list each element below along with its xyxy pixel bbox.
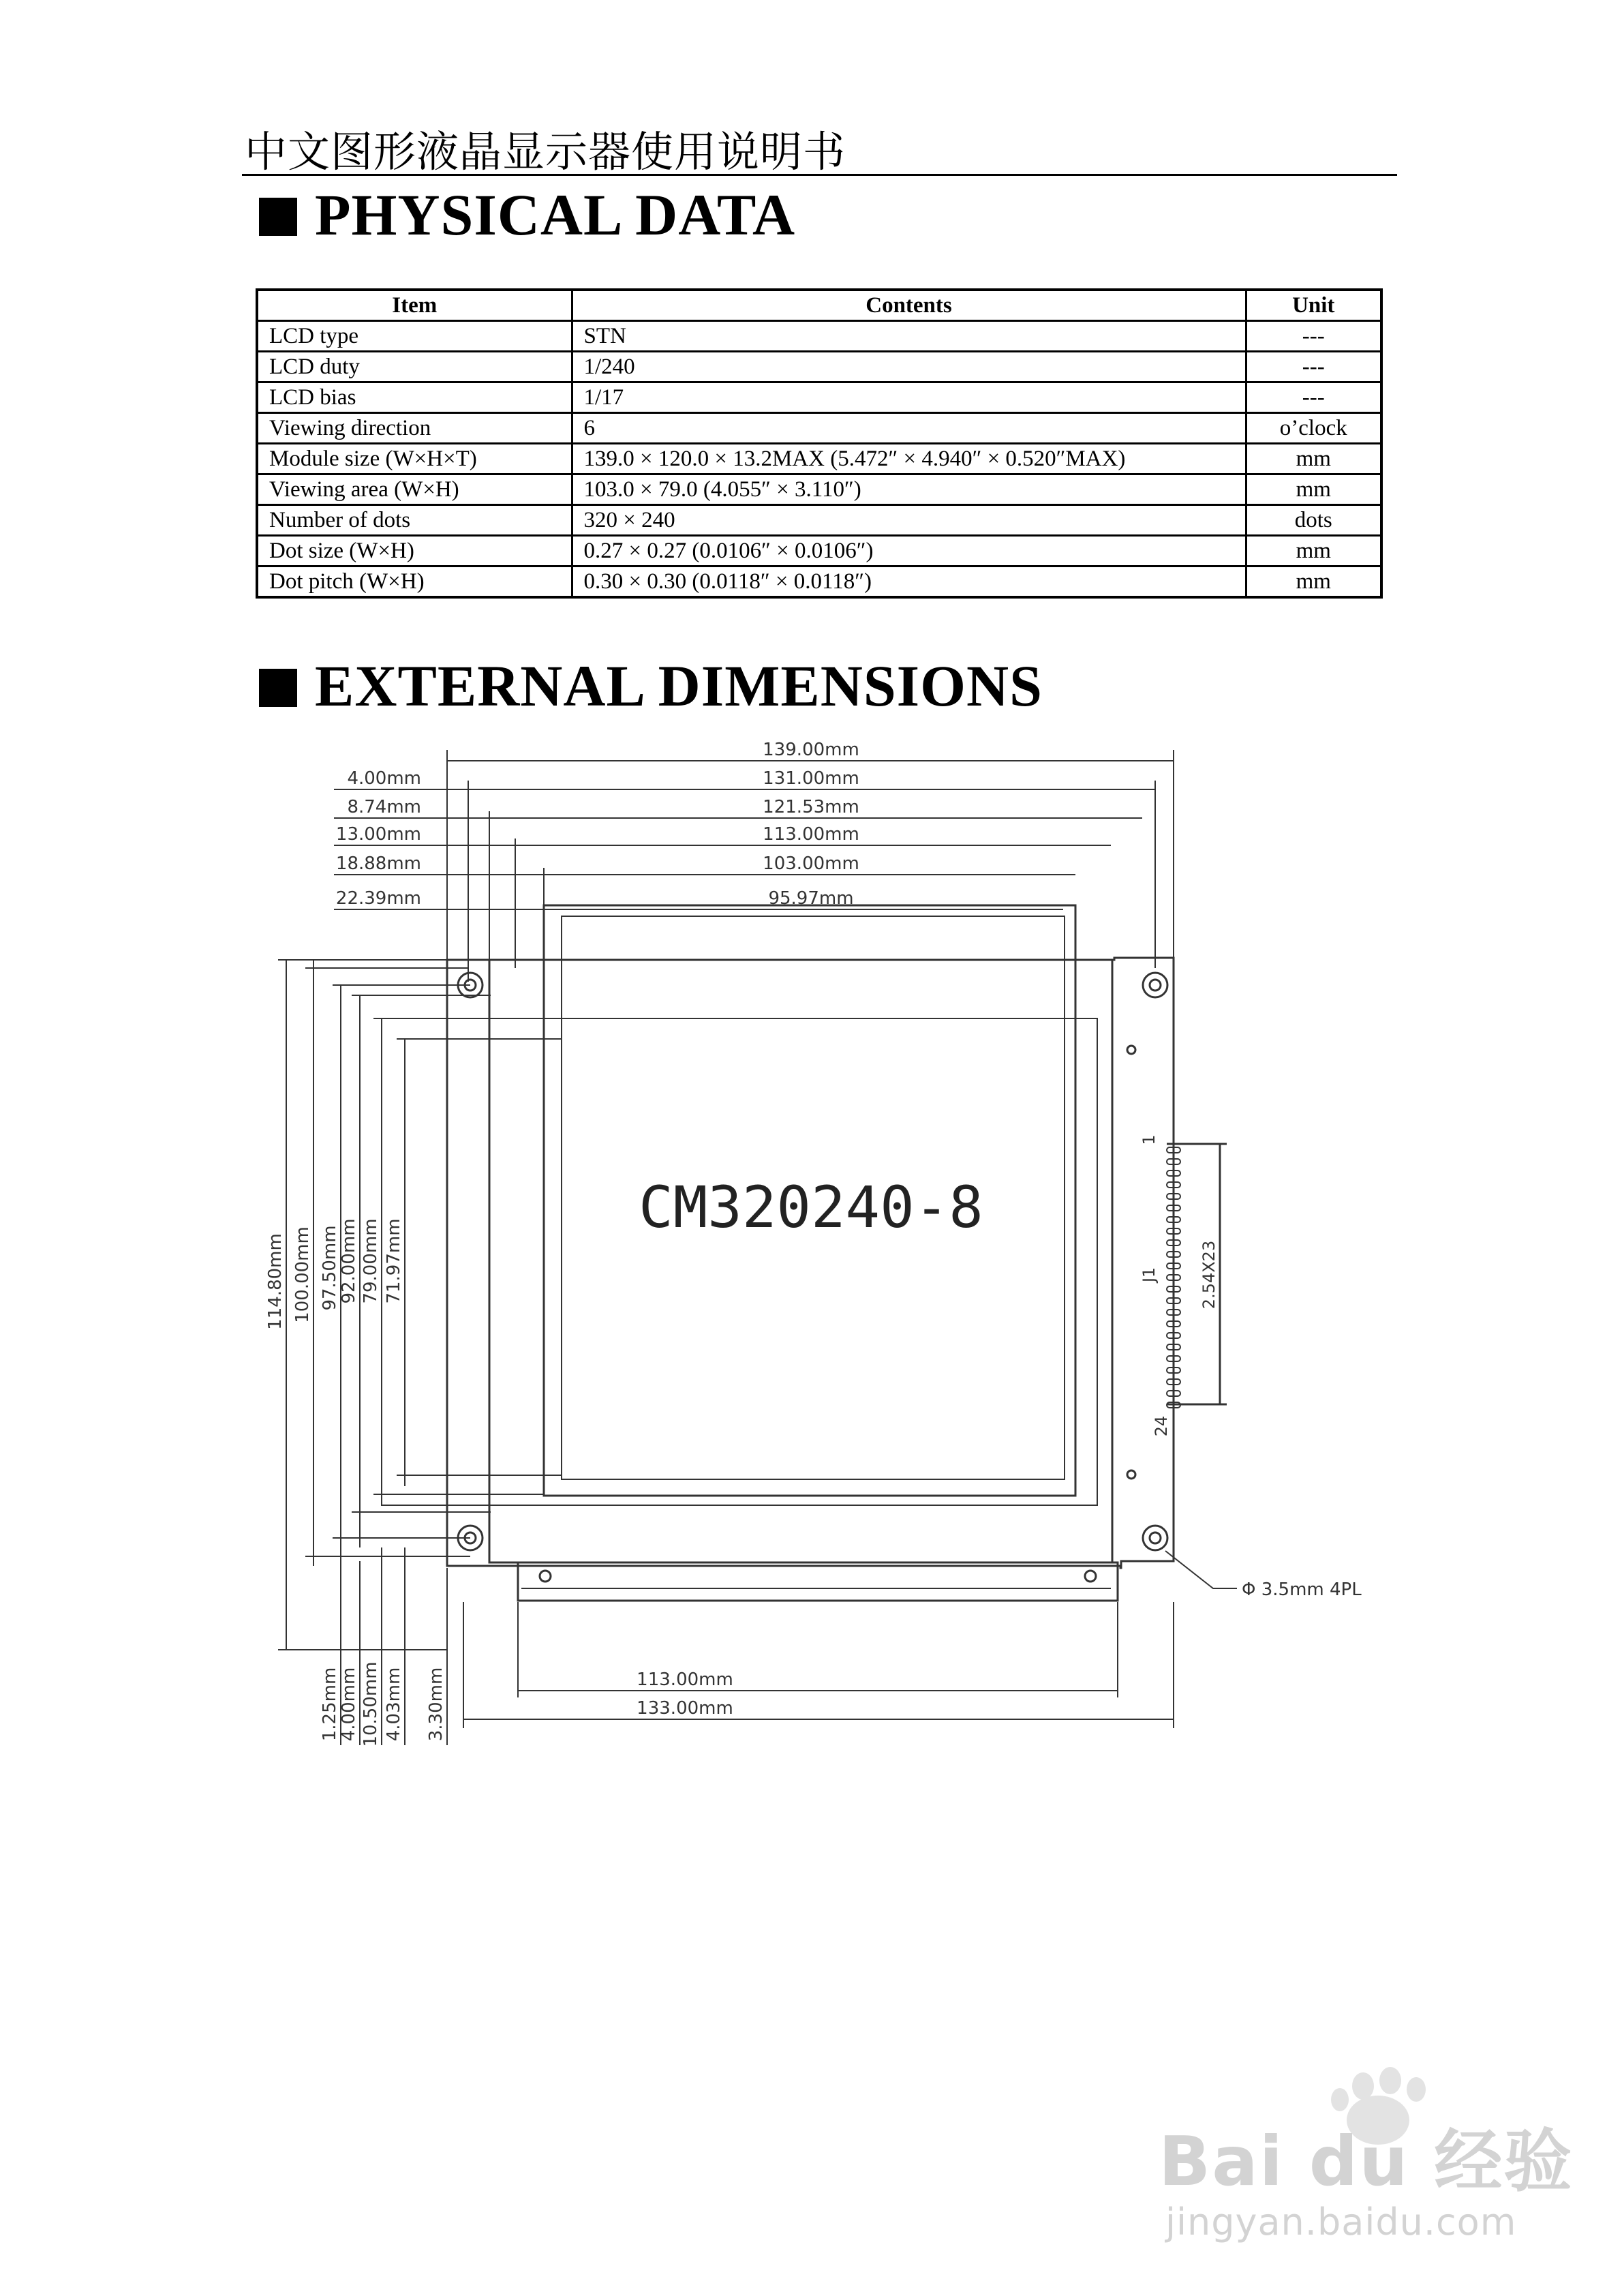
hole-note: Φ 3.5mm 4PL [1242,1580,1362,1600]
top-dimension-labels [763,740,859,909]
column-header-contents: Contents [572,290,1246,321]
document-title: 中文图形液晶显示器使用说明书 [245,127,846,177]
item-cell: Viewing direction [257,413,572,444]
dim-113-top: 113.00mm [763,824,859,845]
dim-113-bottom: 113.00mm [637,1670,733,1690]
watermark-brand: Bai du 经验 [1159,2121,1574,2201]
dim-121-53: 121.53mm [763,797,859,817]
dim-4-03: 4.03mm [384,1667,404,1742]
mounting-hole-top-right-ring [1150,980,1161,991]
item-cell: Dot pitch (W×H) [257,567,572,598]
unit-cell: mm [1246,474,1381,505]
dim-92: 92.00mm [339,1218,359,1304]
item-cell: LCD type [257,321,572,352]
bezel-tab-hole-right [1085,1571,1096,1582]
pin-24-label: 24 [1152,1415,1171,1437]
unit-cell: --- [1246,382,1381,413]
item-cell: LCD bias [257,382,572,413]
bezel-outline [489,960,1112,1562]
small-hole-right-upper [1127,1046,1135,1054]
unit-cell: --- [1246,321,1381,352]
section-title-text: EXTERNAL DIMENSIONS [315,653,1043,719]
dim-1-25: 1.25mm [320,1667,340,1742]
contents-cell: 0.30 × 0.30 (0.0118″ × 0.0118″) [572,567,1246,598]
hole-note-leader [1165,1551,1237,1588]
contents-cell: 139.0 × 120.0 × 13.2MAX (5.472″ × 4.940″ × 0.520″MAX) [572,444,1246,474]
bottom-vertical-dimension-labels [320,1661,446,1747]
contents-cell: 103.0 × 79.0 (4.055″ × 3.110″) [572,474,1246,505]
pin-1-label: 1 [1139,1134,1159,1145]
dim-4-bottom: 4.00mm [339,1667,359,1742]
dim-13: 13.00mm [335,824,421,845]
bottom-dimension-labels [637,1670,733,1719]
dim-79: 79.00mm [361,1218,381,1304]
mounting-hole-top-right [1143,973,1167,997]
contents-cell: 1/240 [572,352,1246,382]
dim-97-50: 97.50mm [320,1225,340,1311]
dim-131: 131.00mm [763,768,859,789]
unit-cell: o’clock [1246,413,1381,444]
dim-18-88: 18.88mm [335,854,421,874]
item-cell: Module size (W×H×T) [257,444,572,474]
unit-cell: dots [1246,505,1381,536]
dim-100: 100.00mm [292,1226,313,1323]
contents-cell: 320 × 240 [572,505,1246,536]
unit-cell: --- [1246,352,1381,382]
contents-cell: 1/17 [572,382,1246,413]
bezel-tab-hole-left [540,1571,551,1582]
model-label: CM320240-8 [639,1174,983,1241]
section-title-text: PHYSICAL DATA [315,182,796,247]
dim-10-50: 10.50mm [361,1661,381,1747]
dim-139: 139.00mm [763,740,859,760]
bottom-bracket [518,1562,1118,1601]
dim-3-30: 3.30mm [426,1667,446,1742]
item-cell: LCD duty [257,352,572,382]
item-cell: Number of dots [257,505,572,536]
column-header-item: Item [257,290,572,321]
item-cell: Dot size (W×H) [257,536,572,567]
contents-cell: STN [572,321,1246,352]
bottom-dimension-lines [463,1602,1174,1728]
dim-71-97: 71.97mm [384,1218,404,1304]
contents-cell: 6 [572,413,1246,444]
unit-cell: mm [1246,567,1381,598]
dim-103: 103.00mm [763,854,859,874]
dim-114-80: 114.80mm [265,1233,286,1330]
dim-4: 4.00mm [347,768,421,789]
connector-j1-label: J1 [1139,1267,1159,1283]
mounting-hole-bottom-right-ring [1150,1532,1161,1543]
left-dimension-lines [278,960,562,1745]
contents-cell: 0.27 × 0.27 (0.0106″ × 0.0106″) [572,536,1246,567]
mounting-hole-bottom-right [1143,1526,1167,1550]
column-header-unit: Unit [1246,290,1381,321]
item-cell: Viewing area (W×H) [257,474,572,505]
dim-22-39: 22.39mm [335,888,421,909]
top-dimension-lines [334,750,1174,982]
unit-cell: mm [1246,536,1381,567]
dim-8-74: 8.74mm [347,797,421,817]
connector-pitch-label: 2.54X23 [1199,1240,1219,1310]
unit-cell: mm [1246,444,1381,474]
dim-95-97: 95.97mm [768,888,854,909]
small-hole-right-lower [1127,1470,1135,1479]
watermark-url: jingyan.baidu.com [1165,2201,1517,2244]
dim-133: 133.00mm [637,1698,733,1719]
